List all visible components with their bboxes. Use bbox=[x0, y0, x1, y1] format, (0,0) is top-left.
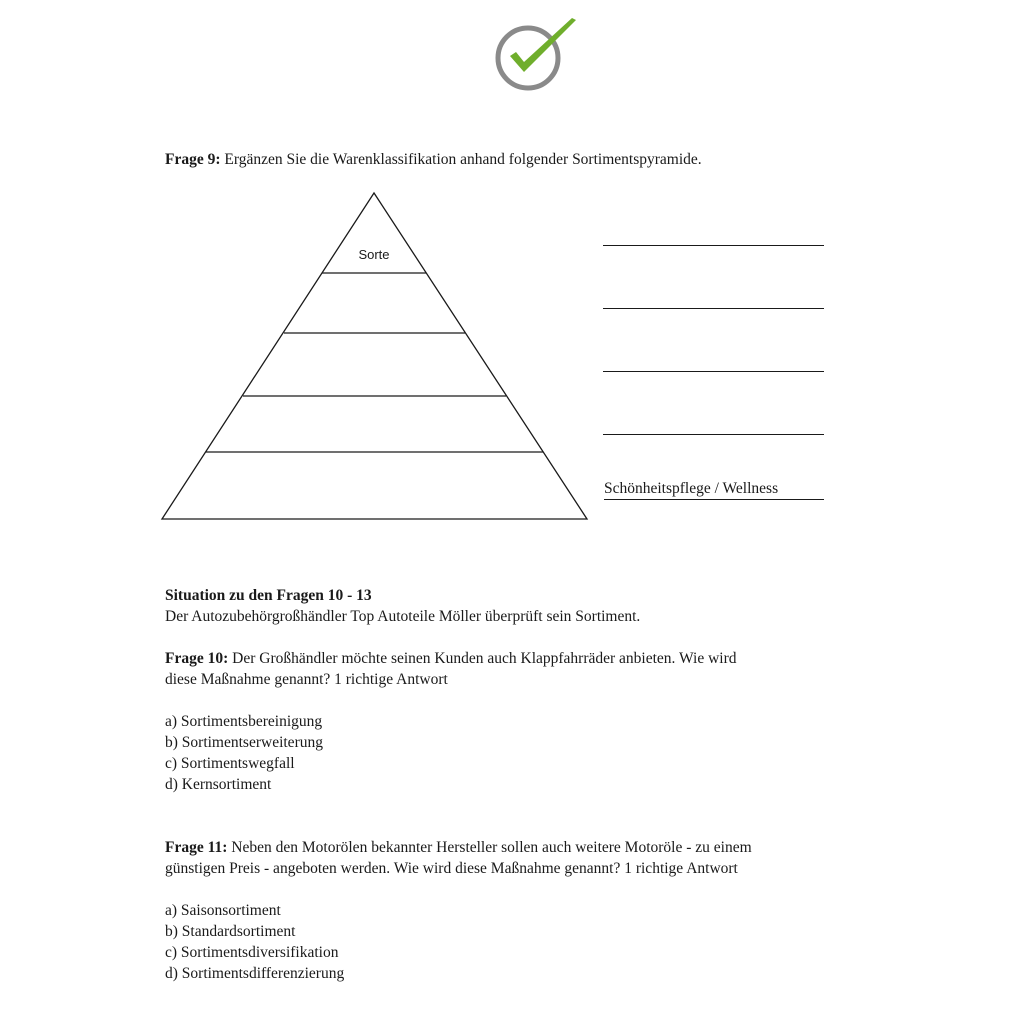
pyramid-outline bbox=[162, 193, 587, 519]
question-10-option-c[interactable]: c) Sortimentswegfall bbox=[165, 755, 295, 772]
question-10-text-line2: diese Maßnahme genannt? 1 richtige Antwort bbox=[165, 671, 448, 688]
question-10-option-b[interactable]: b) Sortimentserweiterung bbox=[165, 734, 323, 751]
question-11-option-d[interactable]: d) Sortimentsdifferenzierung bbox=[165, 965, 345, 982]
question-9-text: Ergänzen Sie die Warenklassifikation anhand folgender Sortimentspyramide. bbox=[224, 151, 702, 168]
question-11-block bbox=[165, 837, 752, 879]
given-answer-line: Schönheitspflege / Wellness bbox=[604, 479, 824, 500]
answer-line-1[interactable] bbox=[603, 245, 824, 246]
answer-line-4[interactable] bbox=[603, 434, 824, 435]
question-9-label: Frage 9: bbox=[165, 151, 221, 168]
question-11-option-b[interactable]: b) Standardsortiment bbox=[165, 923, 296, 940]
answer-line-2[interactable] bbox=[603, 308, 824, 309]
question-10-option-d[interactable]: d) Kernsortiment bbox=[165, 776, 272, 793]
question-10-label: Frage 10: bbox=[165, 650, 229, 667]
situation-text: Der Autozubehörgroßhändler Top Autoteile Möller überprüft sein Sortiment. bbox=[165, 608, 641, 625]
question-11-text-line2: günstigen Preis - angeboten werden. Wie wird diese Maßnahme genannt? 1 richtige Antwort bbox=[165, 860, 738, 877]
checkmark-circle-icon bbox=[488, 12, 584, 92]
question-11-label: Frage 11: bbox=[165, 839, 228, 856]
question-11-option-a[interactable]: a) Saisonsortiment bbox=[165, 902, 281, 919]
question-11-option-c[interactable]: c) Sortimentsdiversifikation bbox=[165, 944, 339, 961]
answer-line-3[interactable] bbox=[603, 371, 824, 372]
question-10-option-a[interactable]: a) Sortimentsbereinigung bbox=[165, 713, 323, 730]
situation-title: Situation zu den Fragen 10 - 13 bbox=[165, 587, 372, 604]
question-10-block bbox=[165, 648, 737, 690]
question-10-text-line1: Der Großhändler möchte seinen Kunden auch Klappfahrräder anbieten. Wie wird bbox=[232, 650, 737, 667]
pyramid-top-label: Sorte bbox=[358, 247, 390, 262]
situation-block bbox=[165, 585, 640, 627]
question-10-options bbox=[165, 711, 323, 795]
question-11-options bbox=[165, 900, 344, 984]
question-11-text-line1: Neben den Motorölen bekannter Hersteller sollen auch weitere Motoröle - zu einem bbox=[231, 839, 752, 856]
question-9-heading bbox=[165, 149, 702, 170]
